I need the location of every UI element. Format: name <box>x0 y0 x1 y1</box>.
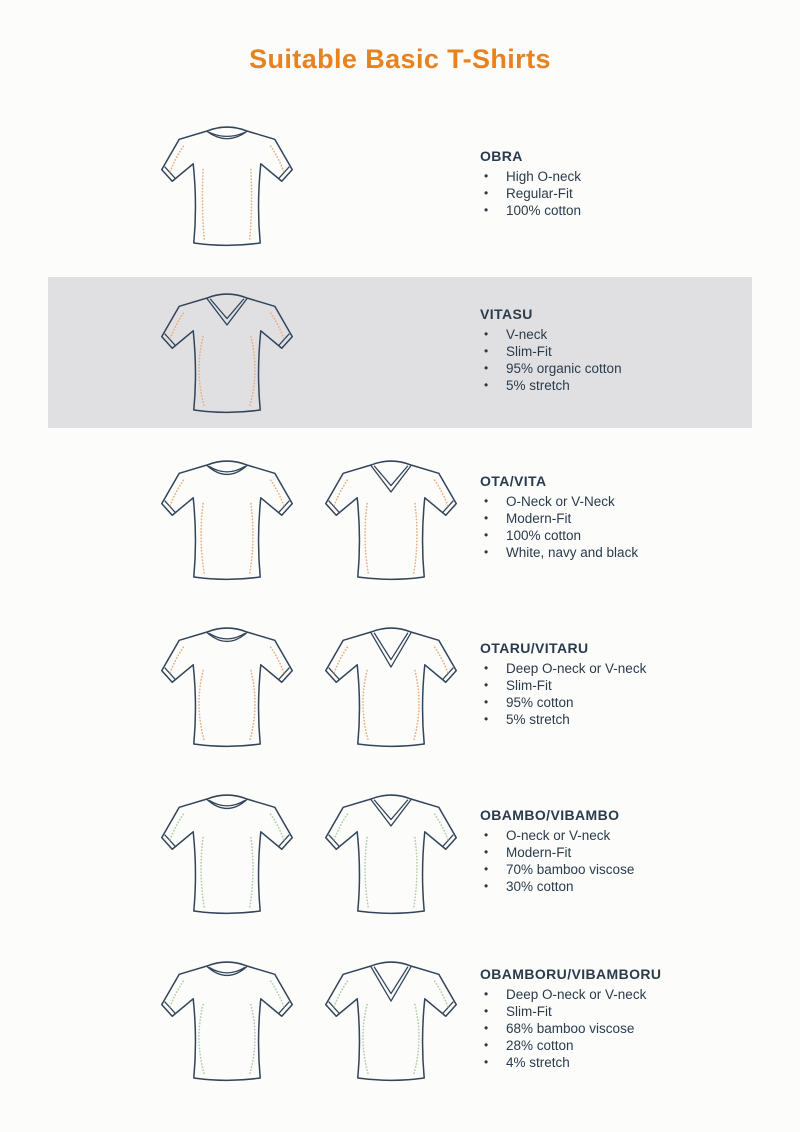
product-name: OTARU/VITARU <box>480 640 589 656</box>
feature-text: O-Neck or V-Neck <box>506 494 615 509</box>
bullet-glyph: • <box>484 879 489 893</box>
product-row <box>0 103 800 263</box>
feature-item <box>480 844 770 861</box>
feature-item <box>480 861 770 878</box>
tshirt-v-neck-icon <box>321 784 461 918</box>
page-title: Suitable Basic T-Shirts <box>249 44 551 74</box>
feature-item <box>480 343 770 360</box>
bullet-glyph: • <box>484 378 489 392</box>
product-info <box>480 437 770 597</box>
bullet-glyph: • <box>484 712 489 726</box>
feature-text: 68% bamboo viscose <box>506 1020 635 1036</box>
product-name: OBAMBO/VIBAMBO <box>480 807 620 823</box>
bullet-glyph: • <box>484 845 489 859</box>
product-info <box>480 604 770 764</box>
feature-item <box>480 694 770 711</box>
bullet-glyph: • <box>484 361 489 375</box>
product-info <box>480 771 770 931</box>
feature-list <box>480 986 770 1071</box>
bullet-glyph: • <box>484 828 489 842</box>
bullet-glyph: • <box>484 1020 489 1035</box>
feature-text: 5% stretch <box>506 712 570 727</box>
feature-item <box>480 377 770 394</box>
feature-text: High O-neck <box>506 168 582 184</box>
feature-item <box>480 168 770 185</box>
feature-item <box>480 660 770 677</box>
bullet-glyph: • <box>484 327 489 341</box>
bullet-glyph: • <box>484 511 489 525</box>
tshirt-o-neck-icon <box>157 951 297 1085</box>
feature-text: Slim-Fit <box>506 678 552 693</box>
product-info <box>480 270 770 430</box>
feature-text: 95% organic cotton <box>506 361 622 376</box>
shirt-illustrations <box>157 103 297 263</box>
tshirt-o-high-neck-icon <box>157 116 297 250</box>
bullet-glyph: • <box>484 168 489 183</box>
tshirt-o-neck-icon <box>157 784 297 918</box>
feature-item <box>480 1037 770 1054</box>
feature-item <box>480 527 770 544</box>
feature-text: Slim-Fit <box>506 1003 552 1019</box>
feature-text: 4% stretch <box>506 1054 570 1070</box>
feature-text: 28% cotton <box>506 1037 574 1053</box>
product-row <box>0 437 800 597</box>
feature-text: Deep O-neck or V-neck <box>506 661 647 676</box>
bullet-glyph: • <box>484 1054 489 1069</box>
bullet-glyph: • <box>484 1037 489 1052</box>
tshirt-o-neck-icon <box>157 617 297 751</box>
bullet-glyph: • <box>484 494 489 508</box>
bullet-glyph: • <box>484 528 489 542</box>
feature-text: Deep O-neck or V-neck <box>506 986 647 1002</box>
product-info <box>480 103 770 263</box>
shirt-illustrations <box>157 437 461 597</box>
bullet-glyph: • <box>484 862 489 876</box>
feature-list <box>480 168 770 219</box>
shirt-illustrations <box>157 771 461 931</box>
feature-text: Regular-Fit <box>506 185 573 201</box>
feature-text: 5% stretch <box>506 378 570 393</box>
product-row <box>0 938 800 1098</box>
product-name: OBAMBORU/VIBAMBORU <box>480 965 662 982</box>
bullet-glyph: • <box>484 678 489 692</box>
shirt-illustrations <box>157 270 297 430</box>
feature-item <box>480 1020 770 1037</box>
shirt-illustrations <box>157 938 461 1098</box>
feature-item <box>480 326 770 343</box>
tshirt-v-neck-icon <box>157 283 297 417</box>
bullet-glyph: • <box>484 695 489 709</box>
tshirt-v-neck-icon <box>321 450 461 584</box>
tshirt-deep-v-neck-icon <box>321 617 461 751</box>
product-row <box>0 604 800 764</box>
bullet-glyph: • <box>484 202 489 217</box>
bullet-glyph: • <box>484 185 489 200</box>
shirt-illustrations <box>157 604 461 764</box>
feature-list <box>480 326 770 394</box>
bullet-glyph: • <box>484 344 489 358</box>
feature-text: Slim-Fit <box>506 344 552 359</box>
feature-item <box>480 827 770 844</box>
product-name: OBRA <box>480 147 523 164</box>
feature-text: 95% cotton <box>506 695 574 710</box>
feature-list <box>480 660 770 728</box>
feature-item <box>480 878 770 895</box>
bullet-glyph: • <box>484 1003 489 1018</box>
product-info <box>480 938 770 1098</box>
feature-text: Modern-Fit <box>506 845 572 860</box>
feature-item <box>480 711 770 728</box>
product-row <box>0 771 800 931</box>
feature-item <box>480 986 770 1003</box>
feature-item <box>480 360 770 377</box>
feature-text: 100% cotton <box>506 202 582 218</box>
feature-item <box>480 185 770 202</box>
feature-item <box>480 493 770 510</box>
feature-text: 100% cotton <box>506 528 582 543</box>
bullet-glyph: • <box>484 661 489 675</box>
feature-text: 30% cotton <box>506 879 574 894</box>
tshirt-deep-v-neck-icon <box>321 951 461 1085</box>
feature-item <box>480 544 770 561</box>
feature-text: O-neck or V-neck <box>506 828 611 843</box>
feature-list <box>480 493 770 561</box>
product-name: VITASU <box>480 306 533 322</box>
bullet-glyph: • <box>484 986 489 1001</box>
tshirt-o-neck-icon <box>157 450 297 584</box>
bullet-glyph: • <box>484 545 489 559</box>
feature-item <box>480 1003 770 1020</box>
feature-text: V-neck <box>506 327 548 342</box>
feature-text: 70% bamboo viscose <box>506 862 635 877</box>
product-name: OTA/VITA <box>480 473 547 489</box>
feature-item <box>480 510 770 527</box>
feature-item <box>480 1054 770 1071</box>
feature-item <box>480 202 770 219</box>
feature-list <box>480 827 770 895</box>
feature-item <box>480 677 770 694</box>
feature-text: Modern-Fit <box>506 511 572 526</box>
product-row <box>0 270 800 430</box>
feature-text: White, navy and black <box>506 545 639 560</box>
